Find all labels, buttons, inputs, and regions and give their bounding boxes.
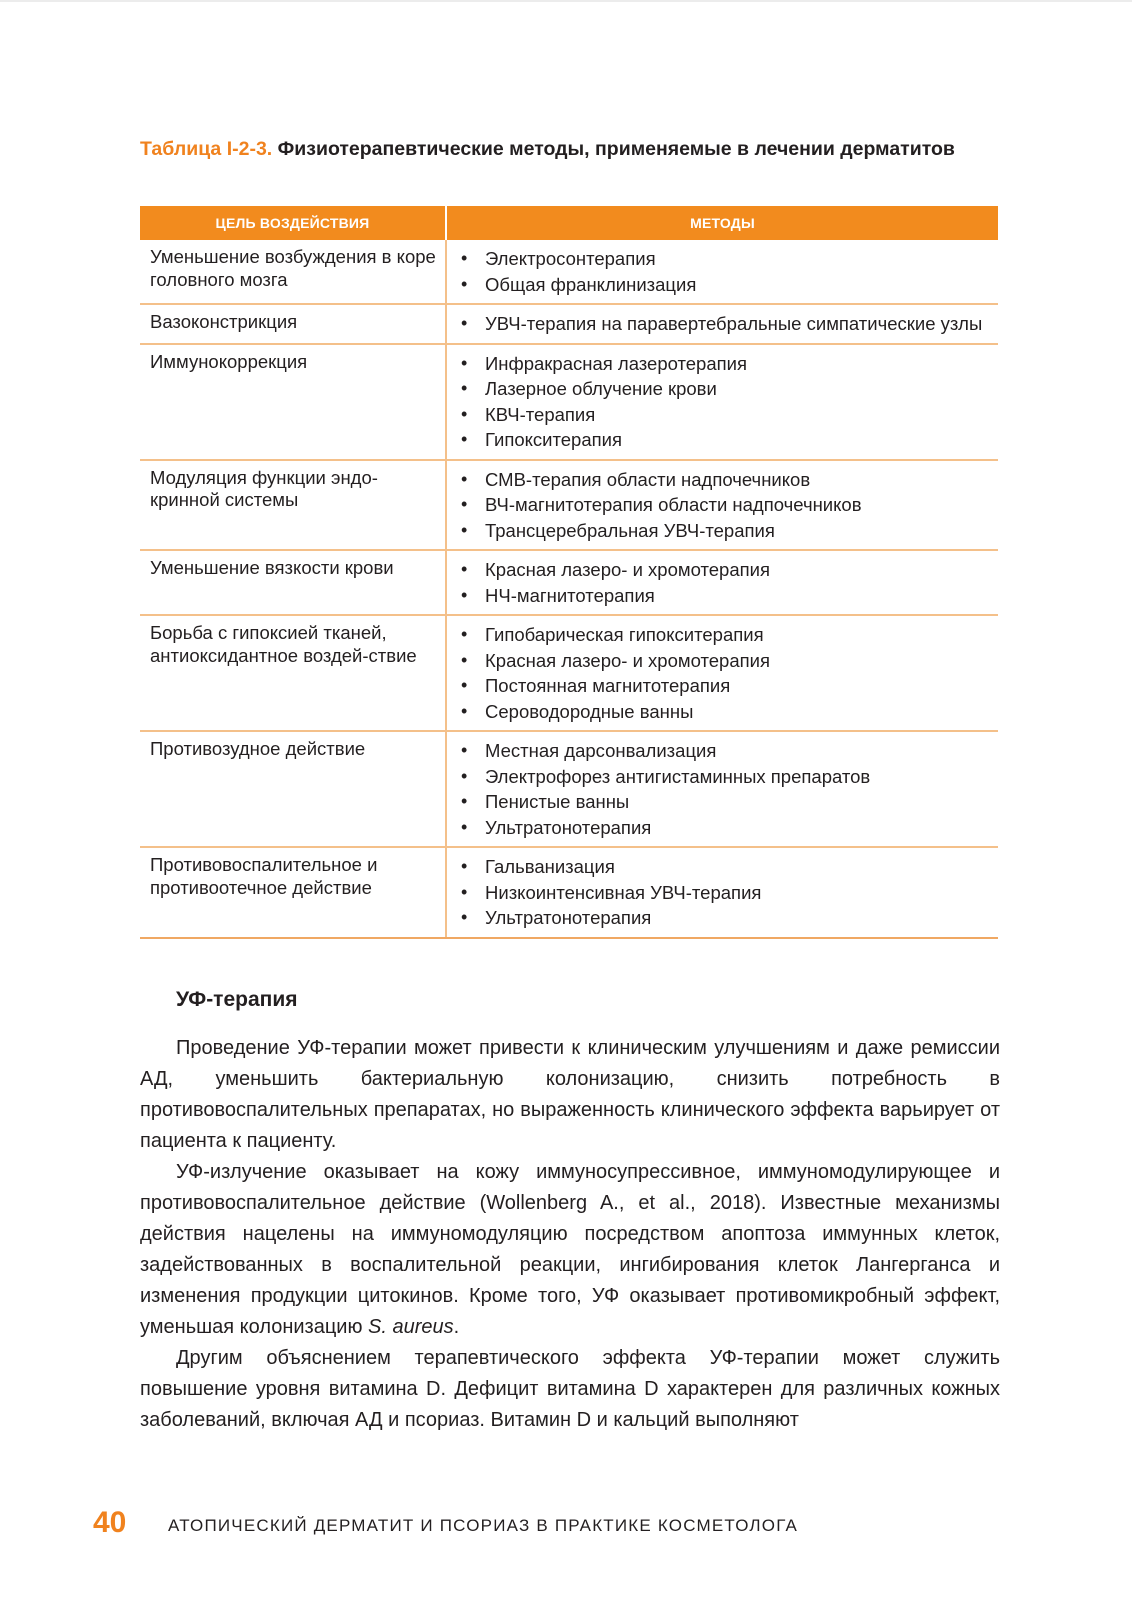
methods-list xyxy=(459,854,990,931)
goal-cell: Модуляция функции эндо-кринной системы xyxy=(140,460,446,551)
method-item: • Электросонтерапия xyxy=(459,246,990,272)
goal-cell: Уменьшение возбуждения в коре головного мозга xyxy=(140,240,446,304)
method-item: • Инфракрасная лазеротерапия xyxy=(459,351,990,377)
paragraph-1: Проведение УФ-терапии может привести к клиническим улучшениям и даже ремиссии АД, уменьшить бактериальную колонизацию, снизить потребность в противовоспалительных препаратах, но выраженность клинического эффекта варьирует от пациента к пациенту. xyxy=(140,1037,1000,1152)
table-caption-label: Таблица I-2-3. xyxy=(140,138,273,160)
header-methods: МЕТОДЫ xyxy=(446,206,998,240)
method-item: • СМВ-терапия области надпочечников xyxy=(459,467,990,493)
methods-list xyxy=(459,738,990,840)
method-item: • Красная лазеро- и хромотерапия xyxy=(459,648,990,674)
goal-cell: Противозудное действие xyxy=(140,731,446,847)
goal-cell: Уменьшение вязкости крови xyxy=(140,550,446,615)
methods-cell xyxy=(446,615,998,731)
method-item: • НЧ-магнитотерапия xyxy=(459,583,990,609)
goal-cell: Вазоконстрикция xyxy=(140,304,446,344)
table-caption xyxy=(140,133,1000,165)
method-item: • Гипокситерапия xyxy=(459,427,990,453)
header-goal: ЦЕЛЬ ВОЗДЕЙСТВИЯ xyxy=(140,206,446,240)
body-text xyxy=(140,1033,1000,1436)
method-item: • Постоянная магнитотерапия xyxy=(459,673,990,699)
paragraph-2-end: . xyxy=(453,1316,460,1338)
paragraph-2-text: УФ-излучение оказывает на кожу иммуносупрессивное, иммуномодулирующее и противовоспалительное действие (Wollenberg A., et al., 2018). Известные механизмы действия нацелены на иммуномодуляцию посредством апоптоза иммунных клеток, задействованных в воспалительной реакции, ингибирования клеток Лангерганса и изменения продукции цитокинов. Кроме того, УФ оказывает противомикробный эффект, уменьшая колонизацию xyxy=(140,1161,1000,1338)
table-row xyxy=(140,847,998,938)
top-rule xyxy=(0,0,1132,2)
methods-cell xyxy=(446,304,998,344)
table-row xyxy=(140,731,998,847)
methods-list xyxy=(459,246,990,297)
method-item: • Сероводородные ванны xyxy=(459,699,990,725)
running-title: АТОПИЧЕСКИЙ ДЕРМАТИТ И ПСОРИАЗ В ПРАКТИКЕ КОСМЕТОЛОГА xyxy=(168,1516,799,1535)
paragraph-2 xyxy=(140,1157,1000,1343)
species-name: S. aureus xyxy=(368,1316,454,1338)
table-row xyxy=(140,344,998,460)
method-item: • Лазерное облучение крови xyxy=(459,376,990,402)
methods-list xyxy=(459,311,990,337)
methods-list xyxy=(459,467,990,544)
methods-cell xyxy=(446,344,998,460)
goal-cell: Противовоспалительное и противоотечное действие xyxy=(140,847,446,938)
method-item: • Красная лазеро- и хромотерапия xyxy=(459,557,990,583)
method-item: • Ультратонотерапия xyxy=(459,905,990,931)
table-row xyxy=(140,304,998,344)
goal-cell: Борьба с гипоксией тканей, антиоксидантное воздей-ствие xyxy=(140,615,446,731)
methods-table xyxy=(140,206,998,939)
table-row xyxy=(140,615,998,731)
paragraph-3: Другим объяснением терапевтического эффекта УФ-терапии может служить повышение уровня витамина D. Дефицит витамина D характерен для различных кожных заболеваний, включая АД и псориаз. Витамин D и кальций выполняют xyxy=(140,1347,1000,1431)
goal-cell: Иммунокоррекция xyxy=(140,344,446,460)
method-item: • Гипобарическая гипокситерапия xyxy=(459,622,990,648)
methods-cell xyxy=(446,460,998,551)
methods-cell xyxy=(446,240,998,304)
method-item: • Местная дарсонвализация xyxy=(459,738,990,764)
table-caption-text: Физиотерапевтические методы, применяемые в лечении дерматитов xyxy=(277,138,955,160)
methods-list xyxy=(459,351,990,453)
methods-list xyxy=(459,622,990,724)
page-number: 40 xyxy=(93,1506,127,1539)
method-item: • ВЧ-магнитотерапия области надпочечников xyxy=(459,492,990,518)
methods-cell xyxy=(446,731,998,847)
table-row xyxy=(140,550,998,615)
table-body xyxy=(140,240,998,938)
methods-cell xyxy=(446,847,998,938)
method-item: • КВЧ-терапия xyxy=(459,402,990,428)
methods-list xyxy=(459,557,990,608)
methods-cell xyxy=(446,550,998,615)
method-item: • Пенистые ванны xyxy=(459,789,990,815)
method-item: • УВЧ-терапия на паравертебральные симпатические узлы xyxy=(459,311,990,337)
table-row xyxy=(140,460,998,551)
table-header-row xyxy=(140,206,998,240)
table-row xyxy=(140,240,998,304)
method-item: • Общая франклинизация xyxy=(459,272,990,298)
section-title: УФ-терапия xyxy=(176,988,298,1011)
method-item: • Низкоинтенсивная УВЧ-терапия xyxy=(459,880,990,906)
method-item: • Электрофорез антигистаминных препаратов xyxy=(459,764,990,790)
method-item: • Трансцеребральная УВЧ-терапия xyxy=(459,518,990,544)
method-item: • Гальванизация xyxy=(459,854,990,880)
method-item: • Ультратонотерапия xyxy=(459,815,990,841)
